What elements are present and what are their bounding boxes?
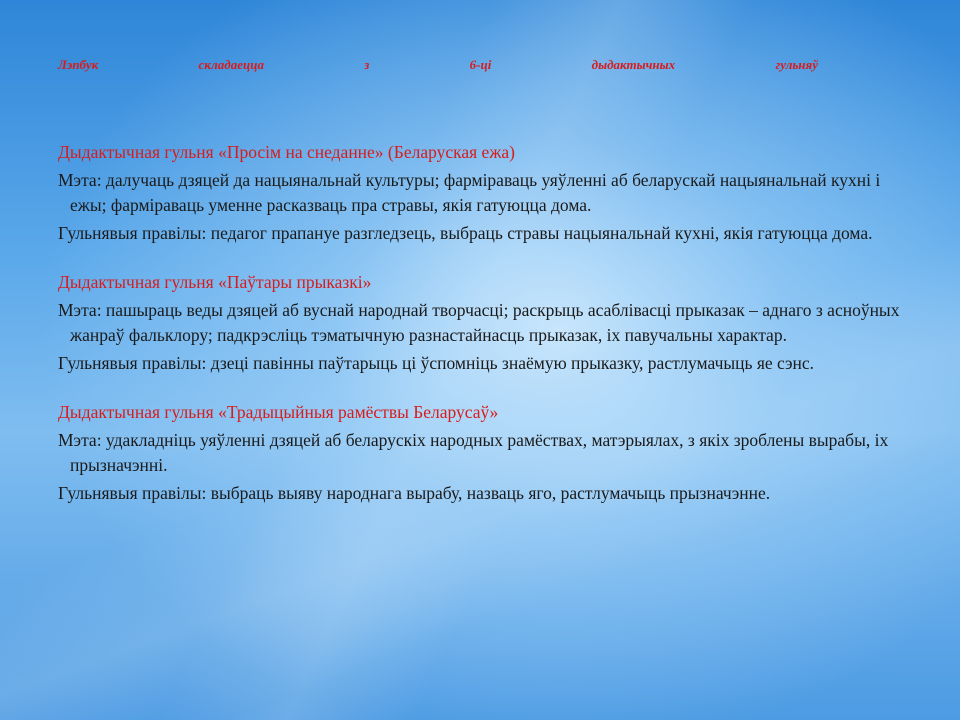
title-word: гульняў	[775, 57, 818, 72]
title-word: складаецца	[198, 57, 264, 72]
game-block	[58, 140, 908, 246]
game-title: Дыдактычная гульня «Паўтары прыказкі»	[58, 272, 372, 292]
game-rules: Гульнявыя правілы: педагог прапануе разгледзець, выбраць стравы нацыянальнай кухні, якія гатуюцца дома.	[58, 223, 873, 243]
title-word: 6-ці	[469, 57, 492, 72]
game-block	[58, 400, 908, 506]
game-block	[58, 270, 908, 376]
slide-content	[58, 140, 908, 530]
game-rules: Гульнявыя правілы: дзеці павінны паўтарыць ці ўспомніць знаёмую прыказку, растлумачыць яе сэнс.	[58, 353, 815, 373]
game-title: Дыдактычная гульня «Традыцыйныя рамёствы Беларусаў»	[58, 402, 499, 422]
game-rules: Гульнявыя правілы: выбраць выяву народнага вырабу, назваць яго, растлумачыць прызначэнне.	[58, 483, 771, 503]
slide-title	[58, 57, 818, 73]
game-title: Дыдактычная гульня «Просім на снеданне» (Беларуская ежа)	[58, 142, 515, 162]
title-word: дыдактычных	[591, 57, 676, 72]
game-goal: Мэта: пашыраць веды дзяцей аб вуснай народнай творчасці; раскрыць асаблівасці прыказак – аднаго з асноўных жанраў фальклору; падкрэсліць тэматычную разнастайнасць прыказак, іх павучальны характар.	[58, 300, 900, 345]
game-goal: Мэта: далучаць дзяцей да нацыянальнай культуры; фарміраваць уяўленні аб беларускай нацыянальнай кухні і ежы; фарміраваць уменне расказваць пра стравы, якія гатуюцца дома.	[58, 170, 881, 215]
title-word: з	[364, 57, 370, 72]
game-goal: Мэта: удакладніць уяўленні дзяцей аб беларускіх народных рамёствах, матэрыялах, з якіх зроблены вырабы, іх прызначэнні.	[58, 430, 889, 475]
title-word: Лэпбук	[58, 57, 99, 72]
